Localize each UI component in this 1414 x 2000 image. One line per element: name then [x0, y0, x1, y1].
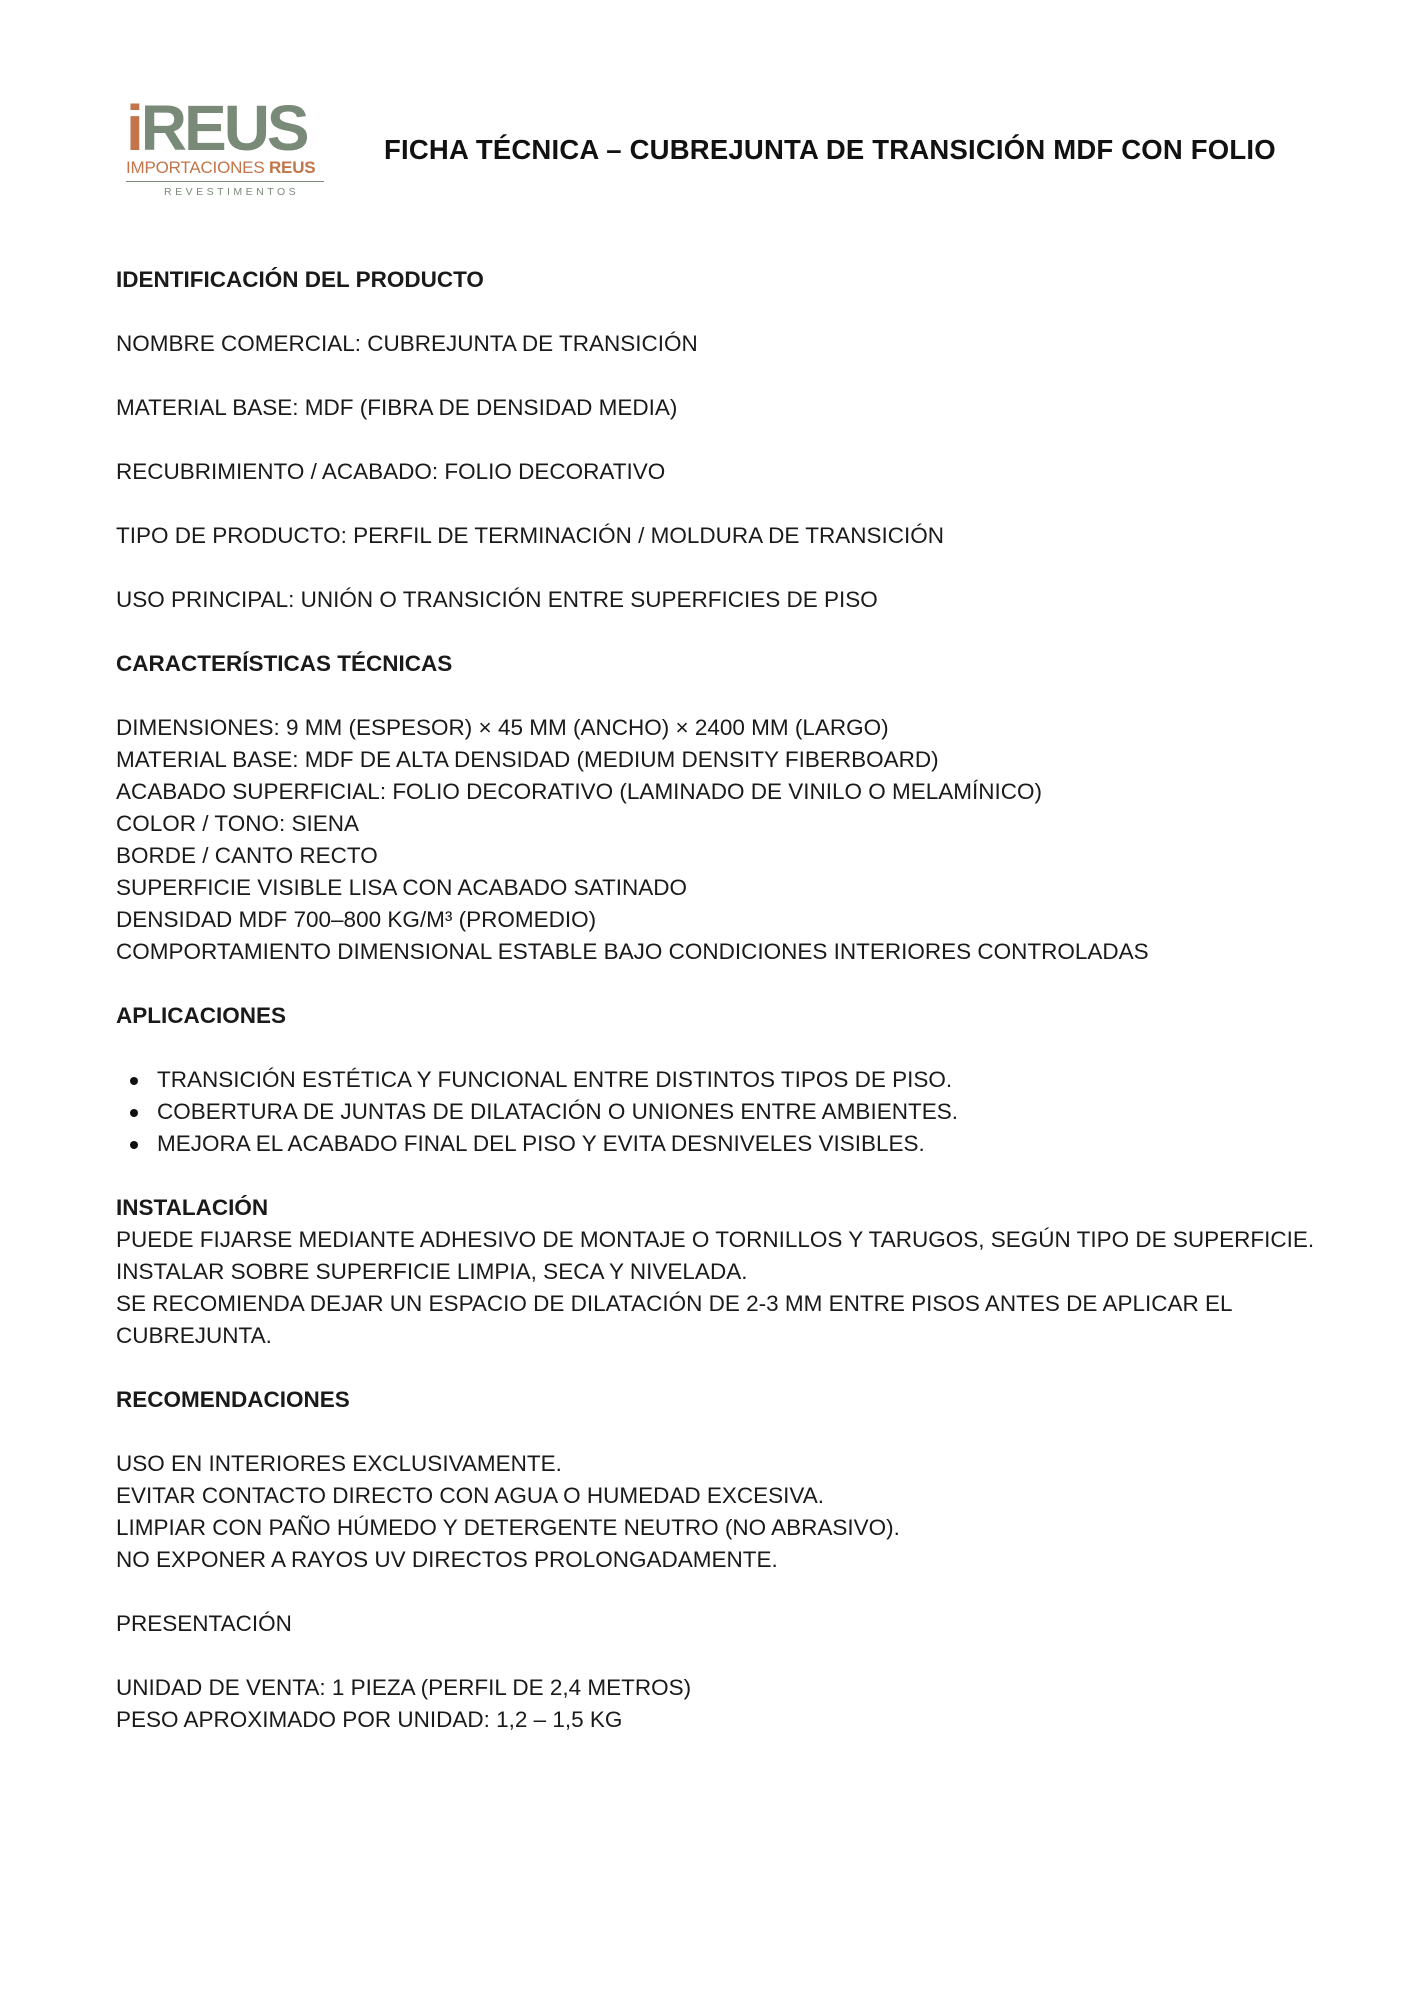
- logo-mark-rest: REUS: [140, 92, 307, 164]
- list-item: [116, 1096, 1316, 1128]
- id-line: USO PRINCIPAL: UNIÓN O TRANSICIÓN ENTRE SUPERFICIES DE PISO: [116, 587, 878, 612]
- spec-line: ACABADO SUPERFICIAL: FOLIO DECORATIVO (LAMINADO DE VINILO O MELAMÍNICO): [116, 779, 1042, 804]
- document-body: [116, 264, 1316, 1736]
- document-title: FICHA TÉCNICA – CUBREJUNTA DE TRANSICIÓN MDF CON FOLIO: [384, 134, 1276, 165]
- list-item-text: COBERTURA DE JUNTAS DE DILATACIÓN O UNIONES ENTRE AMBIENTES.: [157, 1099, 958, 1124]
- recommendation-line: USO EN INTERIORES EXCLUSIVAMENTE.: [116, 1451, 562, 1476]
- logo-tagline: REVESTIMENTOS: [164, 186, 300, 198]
- recommendation-line: LIMPIAR CON PAÑO HÚMEDO Y DETERGENTE NEUTRO (NO ABRASIVO).: [116, 1515, 900, 1540]
- section-heading-identificacion: IDENTIFICACIÓN DEL PRODUCTO: [116, 267, 484, 292]
- id-line: TIPO DE PRODUCTO: PERFIL DE TERMINACIÓN / MOLDURA DE TRANSICIÓN: [116, 523, 945, 548]
- aplicaciones-list: [116, 1064, 1316, 1160]
- section-heading-aplicaciones: APLICACIONES: [116, 1003, 287, 1028]
- document-header: [124, 92, 1324, 206]
- presentation-line: PESO APROXIMADO POR UNIDAD: 1,2 – 1,5 KG: [116, 1707, 623, 1732]
- id-line: NOMBRE COMERCIAL: CUBREJUNTA DE TRANSICIÓN: [116, 331, 698, 356]
- spec-line: SUPERFICIE VISIBLE LISA CON ACABADO SATINADO: [116, 875, 687, 900]
- install-line: SE RECOMIENDA DEJAR UN ESPACIO DE DILATACIÓN DE 2-3 MM ENTRE PISOS ANTES DE APLICAR EL: [116, 1291, 1233, 1316]
- id-line: MATERIAL BASE: MDF (FIBRA DE DENSIDAD MEDIA): [116, 395, 678, 420]
- id-line: RECUBRIMIENTO / ACABADO: FOLIO DECORATIVO: [116, 459, 666, 484]
- spec-line: DENSIDAD MDF 700–800 KG/M³ (PROMEDIO): [116, 907, 597, 932]
- recommendation-line: EVITAR CONTACTO DIRECTO CON AGUA O HUMEDAD EXCESIVA.: [116, 1483, 825, 1508]
- install-line: CUBREJUNTA.: [116, 1323, 272, 1348]
- logo-mark-i: i: [126, 92, 141, 164]
- list-item-text: TRANSICIÓN ESTÉTICA Y FUNCIONAL ENTRE DISTINTOS TIPOS DE PISO.: [157, 1067, 953, 1092]
- logo-sub-regular: IMPORTACIONES: [126, 158, 269, 177]
- bullet-icon: [130, 1141, 138, 1149]
- recommendation-line: NO EXPONER A RAYOS UV DIRECTOS PROLONGADAMENTE.: [116, 1547, 778, 1572]
- spec-line: MATERIAL BASE: MDF DE ALTA DENSIDAD (MEDIUM DENSITY FIBERBOARD): [116, 747, 939, 772]
- section-heading-instalacion: INSTALACIÓN: [116, 1195, 269, 1220]
- section-heading-presentacion: PRESENTACIÓN: [116, 1611, 292, 1636]
- list-item-text: MEJORA EL ACABADO FINAL DEL PISO Y EVITA DESNIVELES VISIBLES.: [157, 1131, 925, 1156]
- bullet-icon: [130, 1077, 138, 1085]
- bullet-icon: [130, 1109, 138, 1117]
- install-line: PUEDE FIJARSE MEDIANTE ADHESIVO DE MONTAJE O TORNILLOS Y TARUGOS, SEGÚN TIPO DE SUPERFICIE.: [116, 1227, 1315, 1252]
- logo-divider: [126, 181, 324, 182]
- install-line: INSTALAR SOBRE SUPERFICIE LIMPIA, SECA Y NIVELADA.: [116, 1259, 748, 1284]
- spec-line: DIMENSIONES: 9 MM (ESPESOR) × 45 MM (ANCHO) × 2400 MM (LARGO): [116, 715, 889, 740]
- logo-wordmark: [126, 92, 307, 164]
- spec-line: COMPORTAMIENTO DIMENSIONAL ESTABLE BAJO CONDICIONES INTERIORES CONTROLADAS: [116, 939, 1149, 964]
- company-logo: [124, 92, 329, 204]
- spec-line: COLOR / TONO: SIENA: [116, 811, 359, 836]
- section-heading-recomendaciones: RECOMENDACIONES: [116, 1387, 350, 1412]
- logo-sub-bold: REUS: [268, 158, 316, 177]
- list-item: [116, 1064, 1316, 1096]
- spec-line: BORDE / CANTO RECTO: [116, 843, 378, 868]
- list-item: [116, 1128, 1316, 1160]
- logo-subtitle: [126, 158, 315, 178]
- presentation-line: UNIDAD DE VENTA: 1 PIEZA (PERFIL DE 2,4 METROS): [116, 1675, 692, 1700]
- section-heading-caracteristicas: CARACTERÍSTICAS TÉCNICAS: [116, 651, 453, 676]
